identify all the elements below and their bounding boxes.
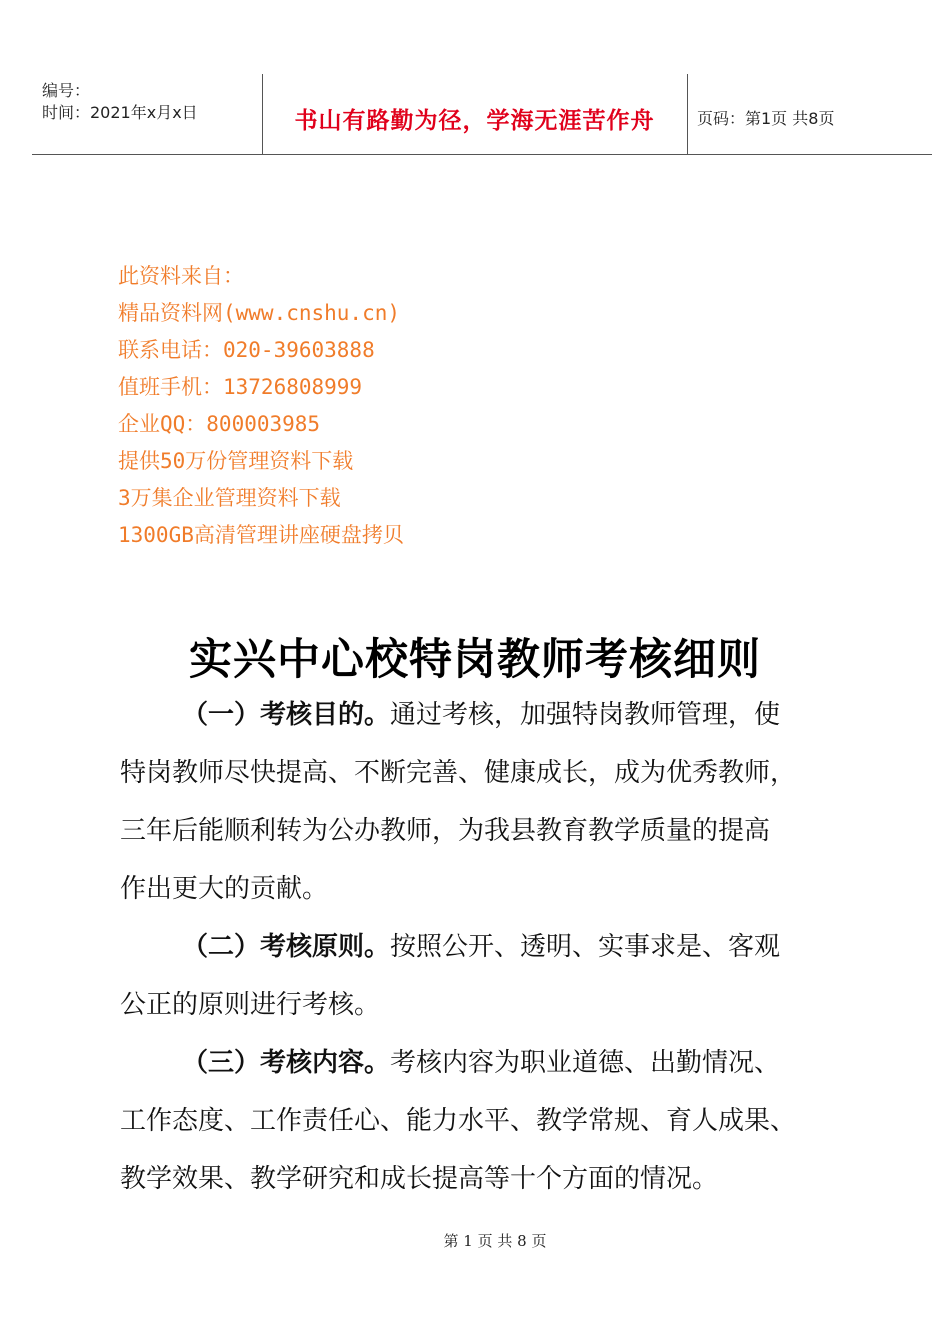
- time-label: 时间：2021年x月x日: [42, 103, 198, 122]
- section-heading: （三）考核内容。: [182, 1048, 391, 1078]
- promo-line: 1300GB高清管理讲座硬盘拷贝: [118, 523, 404, 547]
- header-meta: [42, 80, 198, 124]
- header-motto: 书山有路勤为径，学海无涯苦作舟: [294, 108, 655, 134]
- promo-line: 精品资料网(www.cnshu.cn): [118, 301, 401, 325]
- paragraph-line: 作出更大的贡献。: [120, 874, 329, 904]
- promo-line: 3万集企业管理资料下载: [118, 486, 341, 510]
- promo-line: 企业QQ：800003985: [118, 412, 321, 436]
- promo-line: 值班手机：13726808999: [118, 375, 363, 399]
- paragraph-line: 特岗教师尽快提高、不断完善、健康成长，成为优秀教师，: [120, 758, 797, 788]
- promo-line: 联系电话：020-39603888: [118, 338, 375, 362]
- page-footer: 第 1 页 共 8 页: [443, 1232, 547, 1250]
- section-heading: （二）考核原则。: [182, 932, 391, 962]
- promo-line: 提供50万份管理资料下载: [118, 449, 354, 473]
- section-heading: （一）考核目的。: [182, 700, 391, 730]
- promo-block: [118, 258, 404, 554]
- paragraph-text: 按照公开、透明、实事求是、客观: [390, 932, 781, 962]
- paragraph-line: 公正的原则进行考核。: [120, 990, 381, 1020]
- paragraph: [120, 918, 870, 976]
- header-divider: [687, 74, 688, 154]
- paragraph-line: 三年后能顺利转为公办教师，为我县教育教学质量的提高: [120, 816, 771, 846]
- header-page-number: 页码：第1页 共8页: [697, 109, 835, 128]
- page-header: [32, 74, 932, 155]
- document-body: [120, 686, 870, 1208]
- document-title: 实兴中心校特岗教师考核细则: [189, 635, 761, 685]
- number-label: 编号：: [42, 81, 91, 100]
- promo-line: 此资料来自：: [118, 264, 244, 288]
- paragraph-text: 考核内容为职业道德、出勤情况、: [390, 1048, 781, 1078]
- paragraph-line: 教学效果、教学研究和成长提高等十个方面的情况。: [120, 1164, 719, 1194]
- paragraph-line: 工作态度、工作责任心、能力水平、教学常规、育人成果、: [120, 1106, 797, 1136]
- paragraph: [120, 686, 870, 744]
- paragraph-text: 通过考核，加强特岗教师管理，使: [390, 700, 781, 730]
- paragraph: [120, 1034, 870, 1092]
